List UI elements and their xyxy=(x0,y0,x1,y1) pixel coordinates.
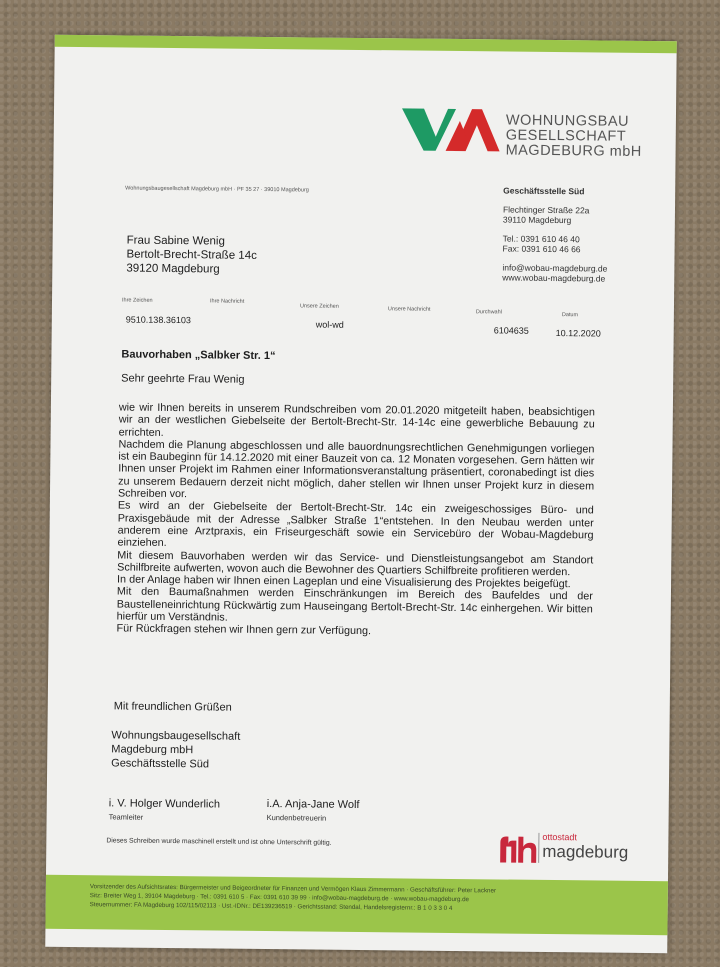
signatory-role: Kundenbetreuerin xyxy=(266,813,327,823)
logo-line: MAGDEBURG mbH xyxy=(505,142,642,160)
machine-generated-notice: Dieses Schreiben wurde maschinell erstellt und ist ohne Unterschrift gültig. xyxy=(106,837,332,847)
company-line: Wohnungsbaugesellschaft xyxy=(111,729,241,743)
signatory-role: Teamleiter xyxy=(108,812,144,822)
office-web: www.wobau-magdeburg.de xyxy=(502,272,606,284)
logo-line: WOHNUNGSBAU xyxy=(505,112,630,130)
office-street: Flechtinger Straße 22a xyxy=(502,203,590,215)
signatory-2 xyxy=(267,798,360,823)
footer-line: Vorsitzender des Aufsichtsrates: Bürgermeister und Beigeordneter für Finanzen und Vermögen Klaus Zimmermann · Geschäftsführer: Peter Lackner xyxy=(89,883,497,895)
city-emblem-icon xyxy=(498,834,538,864)
ref-label-durchwahl: Durchwahl xyxy=(475,309,502,316)
logo-line: GESELLSCHAFT xyxy=(505,127,627,145)
ref-datum: 10.12.2020 xyxy=(555,328,601,339)
office-city: 39110 Magdeburg xyxy=(502,214,572,226)
letter-body xyxy=(117,401,595,640)
ref-label-unsere-zeichen: Unsere Zeichen xyxy=(299,303,339,310)
signatory-name: i. V. Holger Wunderlich xyxy=(108,797,221,811)
signatory-1 xyxy=(109,797,221,822)
city-logo-small: ottostadt xyxy=(542,831,578,843)
recipient-street: Bertolt-Brecht-Straße 14c xyxy=(126,248,257,262)
body-paragraph: Für Rückfragen stehen wir Ihnen gern zur Verfügung. xyxy=(116,622,372,638)
ref-label-ihre-zeichen: Ihre Zeichen xyxy=(121,297,153,304)
footer-line: Sitz: Breiter Weg 1, 39104 Magdeburg · Tel.: 0391 610 5 · Fax: 0391 610 39 99 · info@wobau-magdeburg.de · www.wobau-magdeburg.de xyxy=(89,891,470,903)
ref-ihre-zeichen: 9510.138.36103 xyxy=(125,314,191,326)
body-paragraph: Mit den Baumaßnahmen werden Einschränkungen im Bereich des Baufeldes und der Baustelleneinrichtung Rückwärtig zum Hauseingang Bertolt-Brecht-Str. 14c einhergehen. Wir bitten hierfür um Verständnis. xyxy=(116,585,593,624)
footer-line: Steuernummer: FA Magdeburg 102/115/02113 · Ust.-IDNr.: DE139236519 · Gerichtsstand: Stendal, Handelsregisternr.: B 1 0 3 3 0 4 xyxy=(89,900,453,912)
recipient-address xyxy=(126,234,257,277)
office-title: Geschäftsstelle Süd xyxy=(503,185,585,197)
ref-unsere-zeichen: wol-wd xyxy=(315,319,344,330)
ref-label-ihre-nachricht: Ihre Nachricht xyxy=(209,298,245,305)
ref-durchwahl: 6104635 xyxy=(493,325,529,336)
office-fax: Fax: 0391 610 46 66 xyxy=(502,243,581,255)
recipient-city: 39120 Magdeburg xyxy=(126,262,220,276)
city-logo-big: magdeburg xyxy=(542,841,629,862)
logo-wordmark xyxy=(506,113,643,159)
footer-green-band xyxy=(45,875,668,936)
office-tel: Tel.: 0391 610 46 40 xyxy=(502,232,580,244)
ref-label-datum: Datum xyxy=(561,312,579,319)
office-email: info@wobau-magdeburg.de xyxy=(502,261,608,274)
body-paragraph: Es wird an der Giebelseite der Bertolt-Brecht-Str. 14c ein zweigeschossiges Büro- und Praxisgebäude mit der Adresse „Salbker Straße 1“entstehen. In den Neubau werden unter anderem eine Arztpraxis, ein Friseurgeschäft sowie ein Servicebüro der Wobau-Magdeburg einziehen. xyxy=(117,499,594,550)
body-paragraph: In der Anlage haben wir Ihnen einen Lageplan und eine Visualisierung des Projektes beigefügt. xyxy=(117,573,571,591)
body-paragraph: wie wir Ihnen bereits in unserem Rundschreiben vom 20.01.2020 mitgeteilt haben, beabsichtigen wir an der westlichen Giebelseite der Bertolt-Brecht-Str. 14-14c eine gewerbliche Bebauung zu errichten. xyxy=(118,401,595,439)
footer-legal-text xyxy=(90,883,496,914)
letter-closing: Mit freundlichen Grüßen xyxy=(113,700,232,714)
company-signature-block xyxy=(111,728,240,771)
body-paragraph: Nachdem die Planung abgeschlossen und alle bauordnungsrechtlichen Genehmigungen vorliegen ist ein Baubeginn für 14.12.2020 mit einer Bauzeit von ca. 12 Monaten vorgesehen. Gern hätten wir Ihnen unser Projekt im Rahmen einer Informationsveranstaltung präsentiert, coronabedingt ist dies zu unserem Bedauern derzeit nicht möglich, daher stellen wir Ihnen unser Projekt kurz in diesem Schreiben vor. xyxy=(117,438,595,501)
sender-return-address: Wohnungsbaugesellschaft Magdeburg mbH · PF 35 27 · 39010 Magdeburg xyxy=(125,185,309,194)
body-paragraph: Mit diesem Bauvorhaben werden wir das Service- und Dienstleistungsangebot am Standort Schilfbreite aufwerten, wovon auch die Bewohner des Quartiers Schilfbreite profitieren werden. xyxy=(117,549,594,579)
company-line: Geschäftsstelle Süd xyxy=(111,757,210,771)
wobau-logo-icon xyxy=(402,106,502,153)
letter-page xyxy=(45,35,677,953)
top-green-bar xyxy=(55,35,677,54)
signatory-name: i.A. Anja-Jane Wolf xyxy=(266,798,360,812)
company-line: Magdeburg mbH xyxy=(111,743,194,757)
letter-salutation: Sehr geehrte Frau Wenig xyxy=(121,372,245,386)
ref-label-unsere-nachricht: Unsere Nachricht xyxy=(387,306,431,313)
recipient-name: Frau Sabine Wenig xyxy=(126,234,225,248)
office-contact-block xyxy=(502,185,608,284)
letter-subject: Bauvorhaben „Salbker Str. 1“ xyxy=(121,348,276,363)
